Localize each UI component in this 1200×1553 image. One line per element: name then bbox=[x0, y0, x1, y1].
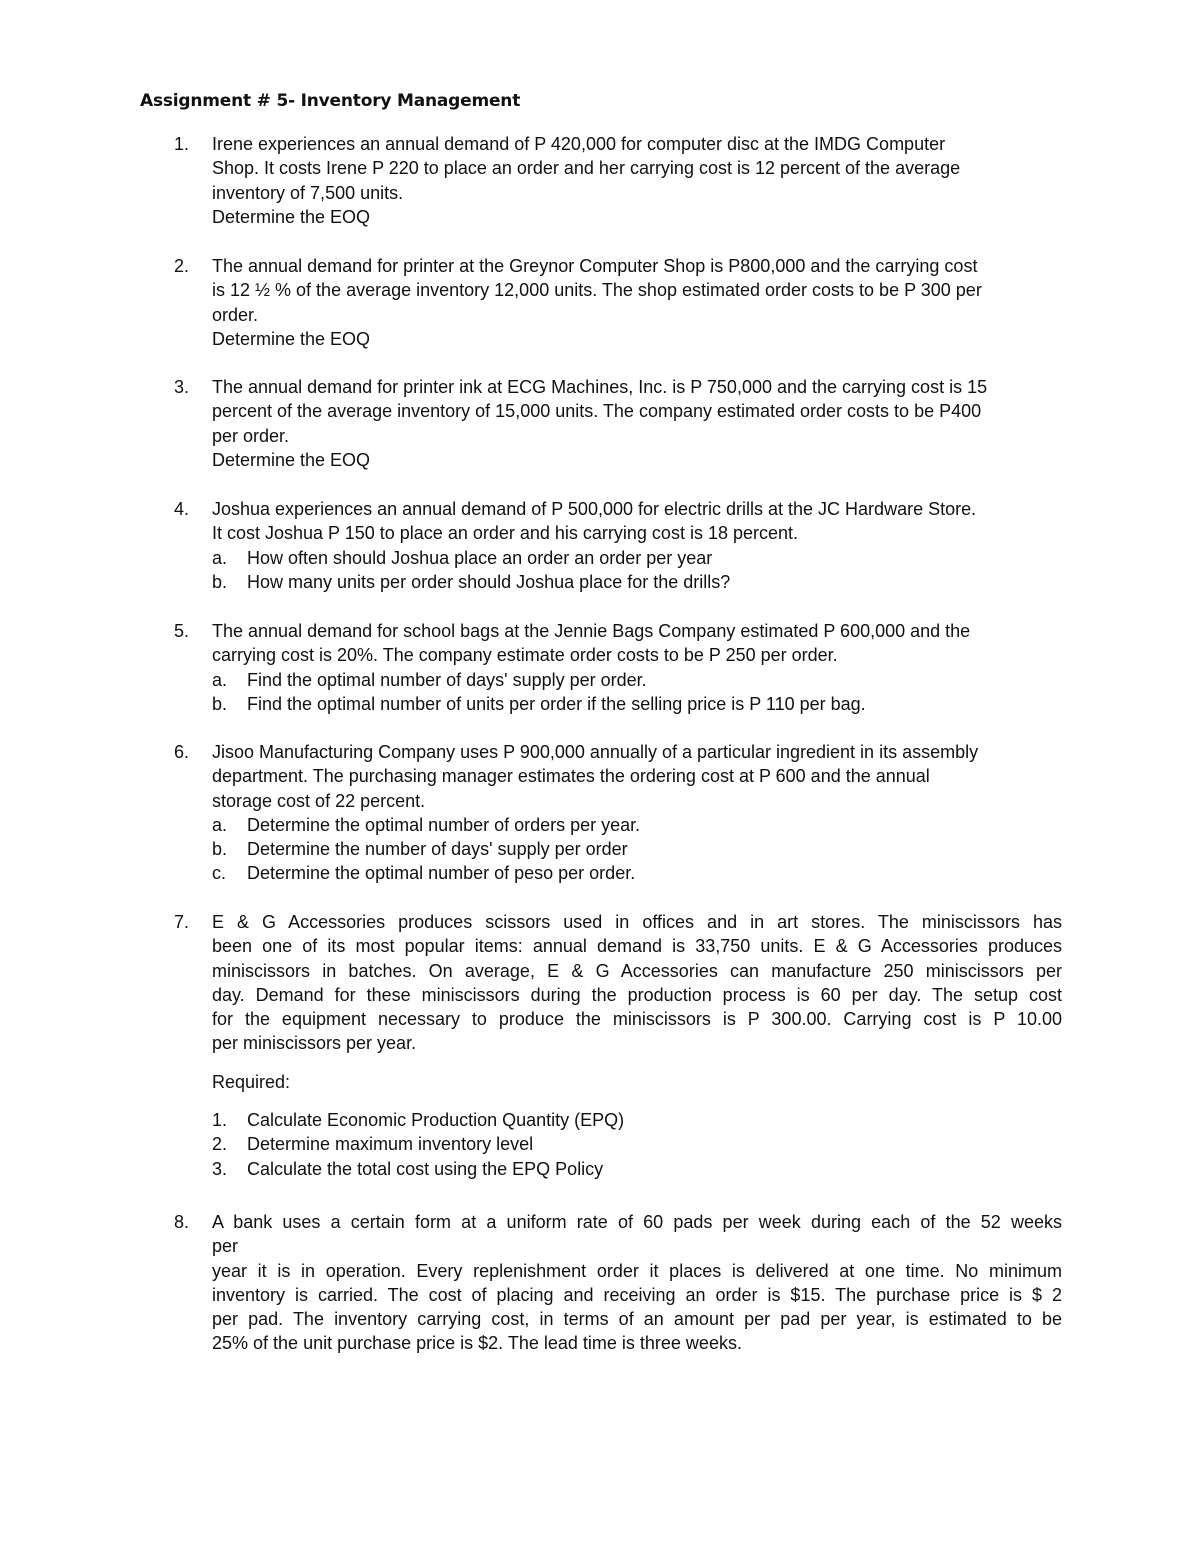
sub-question-marker: a. bbox=[212, 547, 228, 568]
question-text-line: day. Demand for these miniscissors during the production process is 60 per day. The setup cost bbox=[212, 984, 1062, 1005]
question-body bbox=[212, 375, 1062, 472]
question-text-line: miniscissors in batches. On average, E & G Accessories can manufacture 250 miniscissors per bbox=[212, 960, 1062, 981]
question-text-line: per order. bbox=[212, 425, 290, 446]
question-body bbox=[212, 740, 1062, 886]
question-number: 5. bbox=[174, 621, 190, 641]
sub-question bbox=[212, 1157, 1062, 1181]
question-text-line: A bank uses a certain form at a uniform rate of 60 pads per week during each of the 52 weeks bbox=[212, 1212, 1062, 1232]
question-body bbox=[212, 1210, 1062, 1356]
required-label: Required: bbox=[212, 1071, 291, 1092]
sub-question-marker: b. bbox=[212, 571, 228, 592]
question-text-line: inventory of 7,500 units. bbox=[212, 182, 404, 203]
question-body bbox=[212, 910, 1062, 1181]
question-number: 1. bbox=[174, 134, 190, 154]
sub-question-marker: 3. bbox=[212, 1158, 228, 1179]
sub-question-text: Calculate Economic Production Quantity (EPQ) bbox=[247, 1110, 625, 1131]
question-text-line: Irene experiences an annual demand of P 420,000 for computer disc at the IMDG Computer bbox=[212, 134, 946, 154]
question-body bbox=[212, 619, 1062, 716]
question-text-line: inventory is carried. The cost of placing and receiving an order is $15. The purchase price is $ 2 bbox=[212, 1284, 1062, 1305]
question-body bbox=[212, 497, 1062, 594]
question-text-line: percent of the average inventory of 15,000 units. The company estimated order costs to be P400 bbox=[212, 401, 982, 422]
question-number: 8. bbox=[174, 1212, 190, 1232]
question-number: 4. bbox=[174, 499, 190, 519]
question-text-line: Shop. It costs Irene P 220 to place an order and her carrying cost is 12 percent of the average bbox=[212, 158, 961, 179]
sub-question bbox=[212, 837, 1062, 861]
question-text-line: Joshua experiences an annual demand of P 500,000 for electric drills at the JC Hardware Store. bbox=[212, 499, 977, 519]
question-text-line: department. The purchasing manager estimates the ordering cost at P 600 and the annual bbox=[212, 766, 930, 787]
question-text-line: Determine the EOQ bbox=[212, 328, 371, 349]
question-body bbox=[212, 132, 1062, 229]
question-text-line: carrying cost is 20%. The company estimate order costs to be P 250 per order. bbox=[212, 645, 838, 666]
question-text-line: The annual demand for printer at the Greynor Computer Shop is P800,000 and the carrying cost bbox=[212, 256, 978, 276]
sub-question-marker: c. bbox=[212, 863, 227, 884]
sub-question bbox=[212, 1132, 1062, 1156]
sub-question-marker: b. bbox=[212, 693, 228, 714]
sub-question bbox=[212, 570, 1062, 594]
sub-question bbox=[212, 546, 1062, 570]
question-text-line: It cost Joshua P 150 to place an order and his carrying cost is 18 percent. bbox=[212, 523, 799, 544]
question-text-line: Jisoo Manufacturing Company uses P 900,000 annually of a particular ingredient in its assembly bbox=[212, 742, 979, 762]
sub-question-text: Calculate the total cost using the EPQ Policy bbox=[247, 1158, 604, 1179]
question-text-line: order. bbox=[212, 304, 259, 325]
question-number: 3. bbox=[174, 377, 190, 397]
question-text-line: is 12 ½ % of the average inventory 12,000 units. The shop estimated order costs to be P 300 per bbox=[212, 280, 982, 301]
question-text-line: storage cost of 22 percent. bbox=[212, 790, 426, 811]
question-text-line: for the equipment necessary to produce the miniscissors is P 300.00. Carrying cost is P 10.00 bbox=[212, 1009, 1062, 1030]
question-text-line: The annual demand for printer ink at ECG Machines, Inc. is P 750,000 and the carrying cost is 15 bbox=[212, 377, 988, 397]
sub-question-marker: 1. bbox=[212, 1110, 228, 1131]
sub-question bbox=[212, 668, 1062, 692]
sub-question-text: Determine the number of days' supply per order bbox=[247, 839, 628, 860]
question-text-line: Determine the EOQ bbox=[212, 449, 371, 470]
sub-question-text: Determine maximum inventory level bbox=[247, 1134, 534, 1155]
question-text-line: The annual demand for school bags at the Jennie Bags Company estimated P 600,000 and the bbox=[212, 621, 971, 641]
sub-question-marker: 2. bbox=[212, 1134, 228, 1155]
sub-question-marker: b. bbox=[212, 839, 228, 860]
question-number: 2. bbox=[174, 256, 190, 276]
sub-question-text: Determine the optimal number of orders per year. bbox=[247, 814, 641, 835]
sub-question-marker: a. bbox=[212, 669, 228, 690]
question-text-line: been one of its most popular items: annual demand is 33,750 units. E & G Accessories produces bbox=[212, 936, 1062, 957]
question-number: 7. bbox=[174, 912, 190, 932]
question-text-line: 25% of the unit purchase price is $2. The lead time is three weeks. bbox=[212, 1333, 742, 1354]
question-text-line: Determine the EOQ bbox=[212, 206, 371, 227]
question-text-line: per miniscissors per year. bbox=[212, 1033, 417, 1054]
sub-question-text: How often should Joshua place an order an order per year bbox=[247, 547, 713, 568]
sub-question-text: How many units per order should Joshua place for the drills? bbox=[247, 571, 731, 592]
question-text-line: year it is in operation. Every replenishment order it places is delivered at one time. No minimum bbox=[212, 1260, 1062, 1281]
sub-question bbox=[212, 813, 1062, 837]
sub-question bbox=[212, 861, 1062, 885]
sub-question bbox=[212, 1108, 1062, 1132]
sub-question-text: Find the optimal number of units per order if the selling price is P 110 per bag. bbox=[247, 693, 866, 714]
question-text-line: per pad. The inventory carrying cost, in terms of an amount per pad per year, is estimated to be bbox=[212, 1309, 1062, 1330]
question-text-line: E & G Accessories produces scissors used in offices and in art stores. The miniscissors has bbox=[212, 912, 1062, 932]
sub-question bbox=[212, 692, 1062, 716]
sub-question-marker: a. bbox=[212, 814, 228, 835]
sub-question-text: Find the optimal number of days' supply per order. bbox=[247, 669, 647, 690]
question-text-line: per bbox=[212, 1236, 239, 1257]
question-body bbox=[212, 254, 1062, 351]
sub-question-text: Determine the optimal number of peso per order. bbox=[247, 863, 636, 884]
document-title: Assignment # 5- Inventory Management bbox=[140, 91, 521, 111]
question-number: 6. bbox=[174, 742, 190, 762]
